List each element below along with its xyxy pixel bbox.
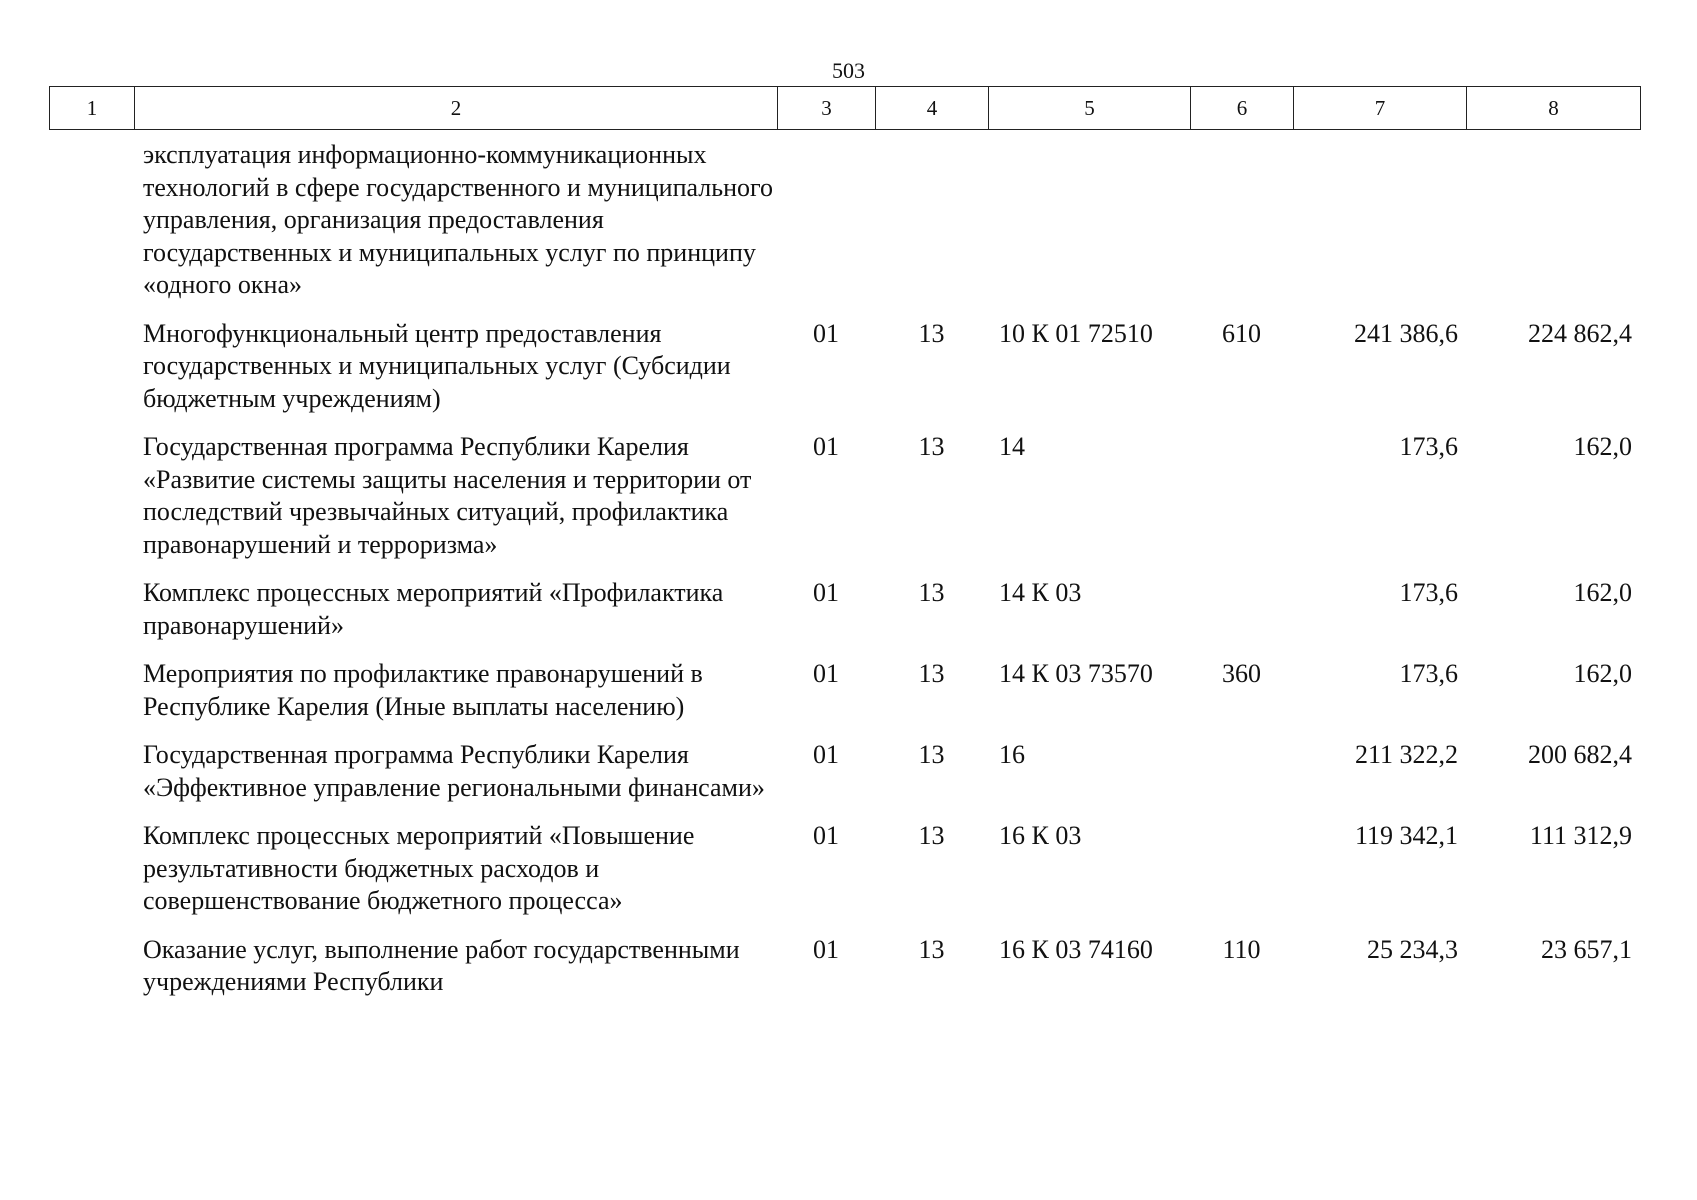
row-subsection: 13	[918, 821, 945, 850]
row-amount-1: 241 386,6	[1354, 318, 1458, 348]
header-cell-7: 7	[1294, 87, 1467, 130]
row-expense-type	[1190, 577, 1293, 658]
row-subsection: 13	[918, 432, 945, 461]
row-amount-1: 173,6	[1399, 432, 1458, 461]
table-row	[49, 934, 1640, 1015]
row-amount-1	[1293, 135, 1466, 318]
row-amount-2: 162,0	[1573, 578, 1632, 607]
row-target-code: 16 К 03 74160	[999, 934, 1153, 964]
row-name: Многофункциональный центр предоставления государственных и муниципальных услуг (Субсидии бюджетным учреждениям)	[143, 318, 731, 413]
row-expense-type: 610	[1222, 318, 1261, 348]
row-target-code: 14	[999, 432, 1025, 461]
header-cell-6: 6	[1191, 87, 1294, 130]
row-amount-2: 162,0	[1573, 659, 1632, 688]
row-section	[777, 135, 875, 318]
row-target-code: 14 К 03	[999, 578, 1082, 607]
row-target-code: 16	[999, 740, 1025, 769]
row-amount-1: 119 342,1	[1354, 821, 1458, 850]
row-name: Государственная программа Республики Карелия «Развитие системы защиты населения и территории от последствий чрезвычайных ситуаций, профилактика правонарушений и терроризма»	[143, 432, 752, 559]
row-section: 01	[813, 432, 839, 461]
row-section: 01	[813, 318, 839, 348]
row-section: 01	[813, 740, 839, 769]
table-row	[49, 577, 1640, 658]
table-row	[49, 318, 1640, 432]
row-expense-type	[1190, 135, 1293, 318]
row-section: 01	[813, 659, 839, 688]
column-number-header	[49, 86, 1641, 130]
row-amount-1: 211 322,2	[1354, 740, 1458, 769]
row-amount-1: 173,6	[1399, 578, 1458, 607]
table-row	[49, 431, 1640, 577]
row-subsection: 13	[918, 659, 945, 688]
row-target-code: 14 К 03 73570	[999, 659, 1153, 688]
table-row	[49, 739, 1640, 820]
row-expense-type	[1190, 820, 1293, 934]
row-name: Оказание услуг, выполнение работ государственными учреждениями Республики	[143, 934, 740, 996]
header-cell-8: 8	[1467, 87, 1641, 130]
row-section: 01	[813, 934, 839, 964]
header-cell-1: 1	[50, 87, 135, 130]
row-amount-2: 224 862,4	[1528, 318, 1632, 348]
row-target-code: 10 К 01 72510	[999, 318, 1153, 348]
header-cell-2: 2	[135, 87, 778, 130]
row-expense-type: 110	[1222, 934, 1261, 964]
row-section: 01	[813, 578, 839, 607]
row-section: 01	[813, 821, 839, 850]
table-row	[49, 820, 1640, 934]
row-amount-2	[1466, 135, 1640, 318]
row-name: Комплекс процессных мероприятий «Профилактика правонарушений»	[143, 578, 724, 640]
header-cell-3: 3	[778, 87, 876, 130]
row-name: Комплекс процессных мероприятий «Повышение результативности бюджетных расходов и совершенствование бюджетного процесса»	[143, 821, 695, 915]
row-subsection: 13	[918, 318, 945, 348]
row-subsection: 13	[918, 934, 945, 964]
header-cell-4: 4	[876, 87, 989, 130]
row-target-code	[988, 135, 1190, 318]
row-amount-1: 25 234,3	[1367, 934, 1458, 964]
row-name: Мероприятия по профилактике правонарушений в Республике Карелия (Иные выплаты населению)	[143, 659, 703, 721]
row-expense-type	[1190, 739, 1293, 820]
row-amount-2: 23 657,1	[1541, 934, 1632, 964]
row-amount-2: 162,0	[1573, 432, 1632, 461]
budget-table	[49, 135, 1640, 1015]
page-number: 503	[832, 58, 865, 83]
row-name: эксплуатация информационно-коммуникационных технологий в сфере государственного и муниципального управления, организация предоставления государственных и муниципальных услуг по принципу «одного окна»	[143, 140, 774, 299]
row-subsection	[875, 135, 988, 318]
row-target-code: 16 К 03	[999, 821, 1082, 850]
header-cell-5: 5	[989, 87, 1191, 130]
row-name: Государственная программа Республики Карелия «Эффективное управление региональными финансами»	[143, 740, 765, 802]
row-amount-2: 200 682,4	[1528, 740, 1632, 769]
row-subsection: 13	[918, 740, 945, 769]
table-row	[49, 658, 1640, 739]
row-amount-2: 111 312,9	[1529, 821, 1632, 850]
row-amount-1: 173,6	[1399, 659, 1458, 688]
header-row	[50, 87, 1641, 130]
row-expense-type: 360	[1222, 659, 1261, 688]
row-expense-type	[1190, 431, 1293, 577]
table-row	[49, 135, 1640, 318]
row-subsection: 13	[918, 578, 945, 607]
